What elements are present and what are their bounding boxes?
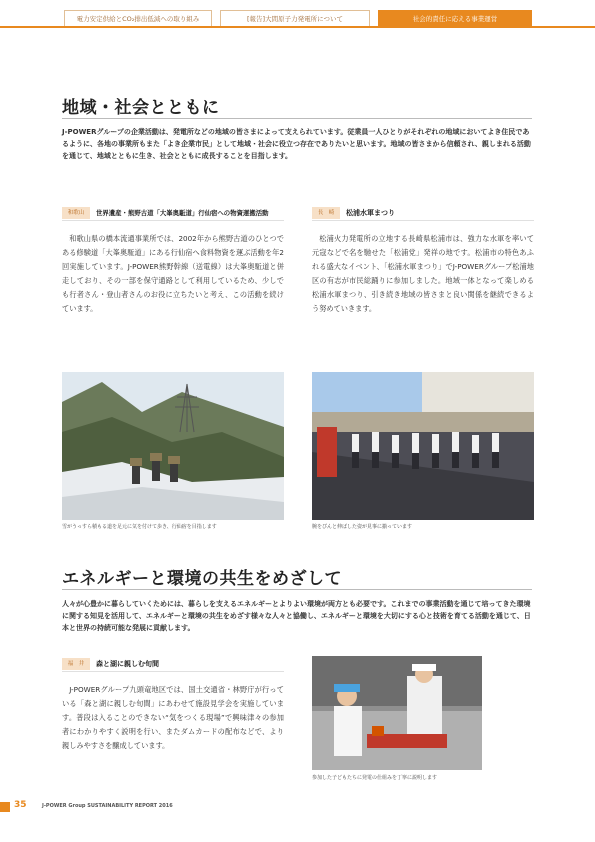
caption-children-demo: 参加した子どもたちに発電の仕組みを丁寧に説明します: [312, 775, 438, 781]
location-badge: 和歌山: [62, 207, 90, 219]
section-lead-energy: 人々が心豊かに暮らしていくためには、暮らしを支えるエネルギーとよりよい環境が両方とも必要です。これまでの事業活動を通じて培ってきた環境に関する知見を活用して、エネルギーと環境の共生をめざす様々な人々と協働し、エネルギーと環境を大切にする心と技術を育てる活動を通じて、日本と世界の持続可能な発展に貢献します。: [62, 600, 531, 632]
page-number: 35: [14, 800, 27, 810]
location-badge: 福 井: [62, 658, 90, 670]
header-rule: [0, 26, 595, 28]
nagasaki-heading: [312, 206, 534, 221]
section-title-community: 地域・社会とともに: [62, 98, 220, 118]
fukui-heading: [62, 657, 284, 672]
wakayama-heading: [62, 206, 284, 221]
nav-tab-social[interactable]: 社会的責任に応える事業運営: [378, 10, 532, 26]
section-divider: [62, 118, 532, 119]
nagasaki-body: 松浦火力発電所の立地する長崎県松浦市は、強力な水軍を率いて元寇などで名を馳せた「松浦党」発祥の地です。松浦市の特色あふれる盛大なイベント、「松浦水軍まつり」でJ-POWERグループ松浦地区の有志が市民総踊りに参加しました。地域一体となって楽しめる松浦水軍まつり、引き続き地域の皆さまと良い関係を継続できるよう努めていきます。: [312, 234, 534, 313]
caption-mountain-hike: 雪がうっすら積もる道を足元に気を付けて歩き、行仙宿を目指します: [62, 524, 217, 530]
nav-tab-oma[interactable]: [報告]大間原子力発電所について: [220, 10, 370, 26]
caption-festival-dance: 腕をぴんと伸ばした姿が見事に揃っています: [312, 524, 413, 530]
activity-title: 世界遺産・熊野古道「大峯奥駈道」行仙宿への物資運搬活動: [96, 209, 269, 217]
fukui-body: J-POWERグループ九頭竜地区では、国土交通省・林野庁が行っている「森と湖に親しむ旬間」にあわせて施設見学会を実施しています。普段は入ることのできない“気をつくる現場”で興味津々の参加者にわかりやすく説明を行い、またダムカードの配布などで、より親しみやすさを醸成しています。: [62, 685, 284, 750]
section-divider: [62, 589, 532, 590]
footer-mark: [0, 802, 10, 812]
location-badge: 長 崎: [312, 207, 340, 219]
wakayama-body: 和歌山県の橋本流通事業所では、2002年から熊野古道のひとつである修験道「大峯奥駈道」にある行仙宿へ食料物資を運ぶ活動を年2回実施しています。J-POWER熊野幹線（送電線）は大峯奥駈道と併走しており、その一部を保守通路として利用しているため、少しでも行者さん・登山者さんのお役に立ちたいと考え、この活動を続けています。: [62, 234, 284, 313]
section-lead-community: J-POWERグループの企業活動は、発電所などの地域の皆さまによって支えられています。従業員一人ひとりがそれぞれの地域においてよき住民であるように、各地の事業所もまた「よき企業市民」として地域・社会に役立つ存在でありたいと思います。地域の皆さまから信頼され、親しまれる活動を通じて、地域とともに生き、社会とともに成長することを目指します。: [62, 128, 531, 160]
activity-title: 森と湖に親しむ旬間: [96, 660, 159, 668]
photo-children-demo: [312, 656, 482, 770]
photo-festival-dance: [312, 372, 534, 520]
photo-mountain-hike: [62, 372, 284, 520]
activity-title: 松浦水軍まつり: [346, 209, 395, 217]
section-title-energy: エネルギーと環境の共生をめざして: [62, 569, 342, 589]
nav-tab-energy[interactable]: 電力安定供給とCO₂排出低減への取り組み: [64, 10, 212, 26]
footer-report-title: J-POWER Group SUSTAINABILITY REPORT 2016: [42, 803, 173, 809]
